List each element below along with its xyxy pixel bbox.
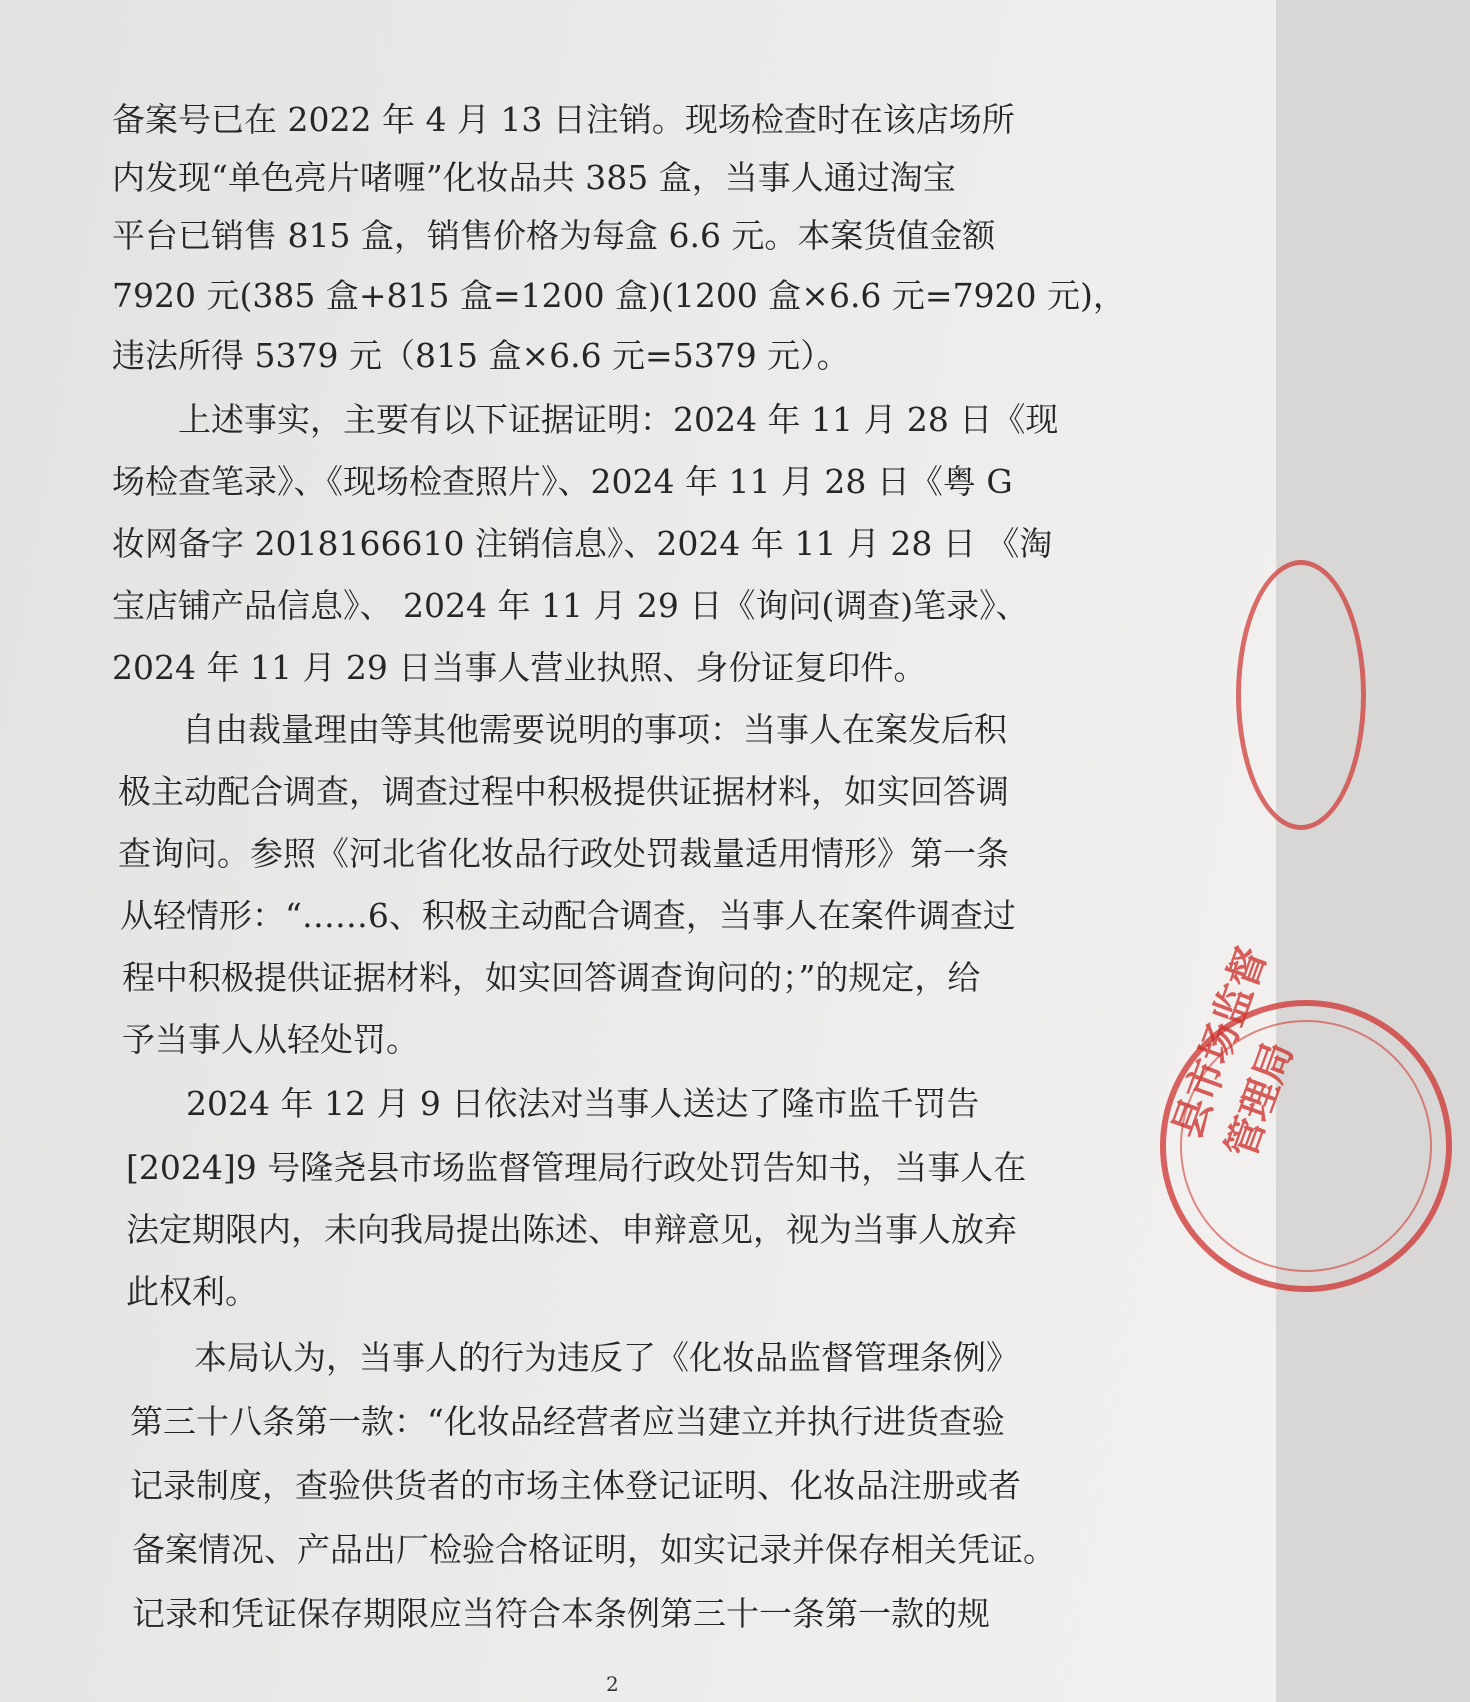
text-line: 予当事人从轻处罚。 bbox=[122, 1020, 419, 1059]
seal-text: 县市场监督管理局 bbox=[1163, 940, 1303, 1165]
text-line: 查询问。参照《河北省化妆品行政处罚裁量适用情形》第一条 bbox=[118, 834, 1009, 873]
text-line: 2024 年 11 月 29 日当事人营业执照、身份证复印件。 bbox=[112, 648, 927, 687]
text-line: 违法所得 5379 元（815 盒×6.6 元=5379 元）。 bbox=[112, 336, 850, 375]
partial-seal-top bbox=[1236, 560, 1366, 830]
text-line: 内发现“单色亮片啫喱”化妆品共 385 盒，当事人通过淘宝 bbox=[112, 158, 956, 197]
text-line: 上述事实，主要有以下证据证明：2024 年 11 月 28 日《现 bbox=[178, 400, 1059, 439]
text-line: 妆网备字 2018166610 注销信息》、2024 年 11 月 28 日 《淘 bbox=[112, 524, 1053, 563]
text-line: 宝店铺产品信息》、 2024 年 11 月 29 日《询问(调查)笔录》、 bbox=[112, 586, 1029, 625]
text-line: 场检查笔录》、《现场检查照片》、2024 年 11 月 28 日《粤 G bbox=[112, 462, 1013, 501]
official-seal bbox=[1160, 940, 1452, 1292]
text-line: 记录和凭证保存期限应当符合本条例第三十一条第一款的规 bbox=[132, 1594, 990, 1633]
text-line: 程中积极提供证据材料，如实回答调查询问的；”的规定，给 bbox=[122, 958, 981, 997]
text-line: 极主动配合调查，调查过程中积极提供证据材料，如实回答调 bbox=[118, 772, 1009, 811]
text-line: 2024 年 12 月 9 日依法对当事人送达了隆市监千罚告 bbox=[186, 1084, 980, 1123]
text-line: 7920 元(385 盒+815 盒=1200 盒)(1200 盒×6.6 元=7920 元)， bbox=[112, 276, 1126, 315]
text-line: 法定期限内，未向我局提出陈述、申辩意见，视为当事人放弃 bbox=[126, 1210, 1017, 1249]
text-line: 平台已销售 815 盒，销售价格为每盒 6.6 元。本案货值金额 bbox=[112, 216, 996, 255]
text-line: [2024]9 号隆尧县市场监督管理局行政处罚告知书，当事人在 bbox=[126, 1148, 1027, 1187]
text-line: 备案情况、产品出厂检验合格证明，如实记录并保存相关凭证。 bbox=[132, 1530, 1056, 1569]
text-line: 自由裁量理由等其他需要说明的事项：当事人在案发后积 bbox=[182, 710, 1007, 749]
text-line: 此权利。 bbox=[126, 1272, 258, 1311]
text-line: 备案号已在 2022 年 4 月 13 日注销。现场检查时在该店场所 bbox=[112, 100, 1015, 139]
text-line: 本局认为，当事人的行为违反了《化妆品监督管理条例》 bbox=[194, 1338, 1019, 1377]
text-line: 第三十八条第一款：“化妆品经营者应当建立并执行进货查验 bbox=[130, 1402, 1005, 1441]
text-line: 从轻情形：“……6、积极主动配合调查，当事人在案件调查过 bbox=[120, 896, 1016, 935]
page-number: 2 bbox=[606, 1672, 619, 1696]
text-line: 记录制度，查验供货者的市场主体登记证明、化妆品注册或者 bbox=[130, 1466, 1021, 1505]
